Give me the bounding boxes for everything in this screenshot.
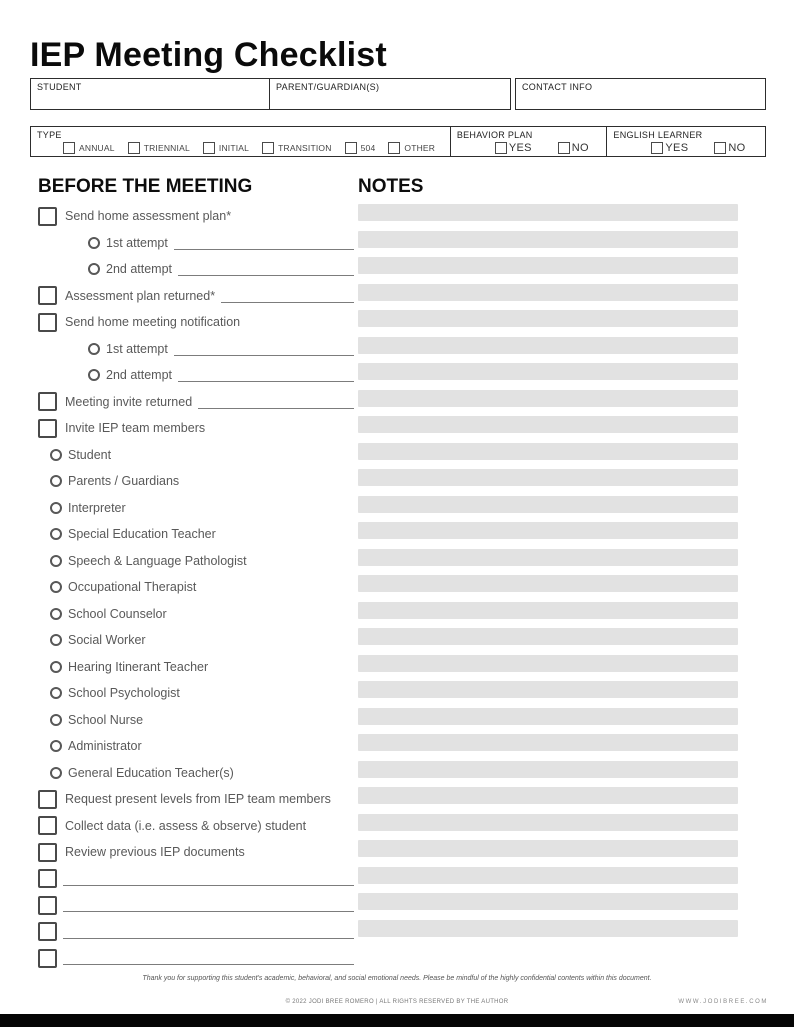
- checkbox[interactable]: [38, 790, 57, 809]
- behavior-plan-options: [457, 142, 601, 154]
- note-line[interactable]: [358, 363, 738, 380]
- type-option: [63, 142, 115, 154]
- checklist-item-label: Hearing Itinerant Teacher: [68, 659, 209, 674]
- type-option-checkbox[interactable]: [203, 142, 215, 154]
- note-line[interactable]: [358, 257, 738, 274]
- checklist-row: [38, 336, 356, 363]
- checkbox[interactable]: [38, 207, 57, 226]
- note-line[interactable]: [358, 522, 738, 539]
- type-option-checkbox[interactable]: [63, 142, 75, 154]
- behavior-plan-label: BEHAVIOR PLAN: [456, 130, 533, 140]
- circle-bullet[interactable]: [50, 581, 62, 593]
- english-learner-yes-option: [651, 142, 688, 154]
- checklist-item-label: Occupational Therapist: [68, 580, 197, 595]
- english-learner-no-option: [714, 142, 745, 154]
- notes-heading: NOTES: [358, 176, 424, 197]
- checklist-item-label: Special Education Teacher: [68, 527, 216, 542]
- checklist-item-label: Invite IEP team members: [65, 421, 206, 436]
- circle-bullet[interactable]: [88, 343, 100, 355]
- checklist-row: [38, 230, 356, 257]
- type-option-label: ANNUAL: [79, 143, 115, 153]
- page-title: IEP Meeting Checklist: [30, 36, 387, 74]
- note-line[interactable]: [358, 893, 738, 910]
- checklist-row: [38, 389, 356, 416]
- circle-bullet[interactable]: [50, 502, 62, 514]
- checklist-item-label: 1st attempt: [106, 235, 168, 250]
- type-option-checkbox[interactable]: [345, 142, 357, 154]
- checklist-item-label: 1st attempt: [106, 341, 168, 356]
- circle-bullet[interactable]: [50, 555, 62, 567]
- note-line[interactable]: [358, 231, 738, 248]
- checklist-item-label: Meeting invite returned: [65, 394, 193, 409]
- note-line[interactable]: [358, 787, 738, 804]
- note-line[interactable]: [358, 920, 738, 937]
- type-option: [262, 142, 331, 154]
- type-option: [203, 142, 249, 154]
- checklist-row: [38, 839, 356, 866]
- note-line[interactable]: [358, 284, 738, 301]
- checklist-row: [38, 945, 356, 972]
- fill-in-line[interactable]: [174, 342, 354, 356]
- behavior-plan-no-checkbox[interactable]: [558, 142, 570, 154]
- checklist-row: [38, 574, 356, 601]
- behavior-plan-yes-checkbox[interactable]: [495, 142, 507, 154]
- checklist-row: [38, 362, 356, 389]
- checklist-item-label: Send home assessment plan*: [65, 209, 232, 224]
- checklist-row: [38, 442, 356, 469]
- checklist-item-label: Parents / Guardians: [68, 474, 180, 489]
- note-line[interactable]: [358, 814, 738, 831]
- english-learner-yes-checkbox[interactable]: [651, 142, 663, 154]
- circle-bullet[interactable]: [50, 528, 62, 540]
- footer-copyright: © 2022 JODI BREE ROMERO | ALL RIGHTS RESERVED BY THE AUTHOR: [285, 999, 509, 1005]
- note-line[interactable]: [358, 575, 738, 592]
- type-option-checkbox[interactable]: [388, 142, 400, 154]
- fill-in-line[interactable]: [63, 898, 354, 912]
- checklist-item-label: Speech & Language Pathologist: [68, 553, 247, 568]
- behavior-plan-yes-label: YES: [508, 142, 532, 154]
- type-option-label: OTHER: [404, 143, 436, 153]
- checklist-row: [38, 786, 356, 813]
- note-line[interactable]: [358, 443, 738, 460]
- circle-bullet[interactable]: [50, 608, 62, 620]
- note-line[interactable]: [358, 469, 738, 486]
- circle-bullet[interactable]: [88, 369, 100, 381]
- checklist-item-label: 2nd attempt: [106, 262, 173, 277]
- circle-bullet[interactable]: [50, 714, 62, 726]
- checkbox[interactable]: [38, 313, 57, 332]
- checkbox[interactable]: [38, 843, 57, 862]
- circle-bullet[interactable]: [50, 687, 62, 699]
- checklist-row: [38, 256, 356, 283]
- fill-in-line[interactable]: [221, 289, 354, 303]
- type-cell: [31, 127, 450, 156]
- fill-in-line[interactable]: [174, 236, 354, 250]
- student-field-label: STUDENT: [37, 82, 82, 92]
- english-learner-yes-label: YES: [665, 142, 689, 154]
- circle-bullet[interactable]: [50, 767, 62, 779]
- checklist-item-label: Assessment plan returned*: [65, 288, 216, 303]
- type-options: [37, 142, 444, 154]
- behavior-plan-no-option: [558, 142, 589, 154]
- note-line[interactable]: [358, 840, 738, 857]
- meeting-type-row: [30, 126, 766, 157]
- parent-guardian-field-label: PARENT/GUARDIAN(S): [276, 82, 380, 92]
- checklist-row: [38, 468, 356, 495]
- checkbox[interactable]: [38, 896, 57, 915]
- checklist-row: [38, 415, 356, 442]
- footer-thank-you-text: Thank you for supporting this student's academic, behavioral, and social emotional needs. Please be mindful of the highly confidential contents within this document.: [142, 975, 652, 982]
- checklist-item-label: Send home meeting notification: [65, 315, 241, 330]
- note-line[interactable]: [358, 496, 738, 513]
- checklist-row: [38, 283, 356, 310]
- english-learner-label: ENGLISH LEARNER: [613, 130, 703, 140]
- type-label: TYPE: [37, 130, 62, 140]
- type-option: [128, 142, 190, 154]
- checkbox[interactable]: [38, 392, 57, 411]
- checklist-row: [38, 866, 356, 893]
- checkbox[interactable]: [38, 949, 57, 968]
- note-line[interactable]: [358, 734, 738, 751]
- checklist-item-label: Collect data (i.e. assess & observe) student: [65, 818, 307, 833]
- fill-in-line[interactable]: [63, 951, 354, 965]
- note-line[interactable]: [358, 337, 738, 354]
- checklist-item-label: School Psychologist: [68, 686, 180, 701]
- note-line[interactable]: [358, 761, 738, 778]
- parent-guardian-field[interactable]: [269, 78, 511, 110]
- checklist-row: [38, 707, 356, 734]
- checklist-row: [38, 892, 356, 919]
- circle-bullet[interactable]: [50, 634, 62, 646]
- note-line[interactable]: [358, 628, 738, 645]
- type-option-label: TRANSITION: [278, 143, 332, 153]
- checkbox[interactable]: [38, 869, 57, 888]
- type-option-label: TRIENNIAL: [143, 143, 190, 153]
- checklist-row: [38, 548, 356, 575]
- fill-in-line[interactable]: [63, 872, 354, 886]
- fill-in-line[interactable]: [178, 262, 354, 276]
- checklist-row: [38, 919, 356, 946]
- bottom-black-bar: [0, 1014, 794, 1027]
- circle-bullet[interactable]: [50, 740, 62, 752]
- fill-in-line[interactable]: [63, 925, 354, 939]
- type-option: [388, 142, 435, 154]
- checklist-row: [38, 760, 356, 787]
- checklist-row: [38, 601, 356, 628]
- student-info-row: [30, 78, 766, 110]
- note-line[interactable]: [358, 681, 738, 698]
- checklist-row: [38, 203, 356, 230]
- checkbox[interactable]: [38, 922, 57, 941]
- checklist-row: [38, 521, 356, 548]
- type-option-checkbox[interactable]: [128, 142, 140, 154]
- english-learner-no-label: NO: [728, 142, 746, 154]
- checklist-item-label: School Counselor: [68, 606, 167, 621]
- circle-bullet[interactable]: [50, 449, 62, 461]
- checklist-item-label: Student: [68, 447, 112, 462]
- note-line[interactable]: [358, 708, 738, 725]
- fill-in-line[interactable]: [178, 368, 354, 382]
- footer-website: WWW.JODIBREE.COM: [678, 999, 768, 1005]
- behavior-plan-no-label: NO: [571, 142, 589, 154]
- type-option-label: INITIAL: [218, 143, 250, 153]
- notes-lines: [358, 204, 738, 946]
- contact-info-field[interactable]: [515, 78, 766, 110]
- fill-in-line[interactable]: [198, 395, 354, 409]
- checklist-item-label: Review previous IEP documents: [65, 845, 245, 860]
- student-field[interactable]: [30, 78, 270, 110]
- note-line[interactable]: [358, 416, 738, 433]
- note-line[interactable]: [358, 549, 738, 566]
- checklist-item-label: Social Worker: [68, 633, 146, 648]
- checkbox[interactable]: [38, 816, 57, 835]
- checklist-item-label: Interpreter: [68, 500, 126, 515]
- type-option-label: 504: [360, 143, 376, 153]
- checklist-item-label: General Education Teacher(s): [68, 765, 234, 780]
- circle-bullet[interactable]: [50, 661, 62, 673]
- english-learner-cell: [606, 127, 765, 156]
- checklist-row: [38, 654, 356, 681]
- note-line[interactable]: [358, 602, 738, 619]
- type-option-checkbox[interactable]: [262, 142, 274, 154]
- note-line[interactable]: [358, 390, 738, 407]
- behavior-plan-yes-option: [495, 142, 532, 154]
- note-line[interactable]: [358, 310, 738, 327]
- before-meeting-heading: BEFORE THE MEETING: [38, 176, 253, 197]
- checklist-item-label: 2nd attempt: [106, 368, 173, 383]
- checklist-item-label: Administrator: [68, 739, 142, 754]
- checkbox[interactable]: [38, 419, 57, 438]
- checklist-item-label: School Nurse: [68, 712, 144, 727]
- checkbox[interactable]: [38, 286, 57, 305]
- circle-bullet[interactable]: [50, 475, 62, 487]
- checklist-row: [38, 813, 356, 840]
- checklist-row: [38, 309, 356, 336]
- checklist-row: [38, 495, 356, 522]
- checklist-row: [38, 680, 356, 707]
- note-line[interactable]: [358, 655, 738, 672]
- checklist-row: [38, 733, 356, 760]
- note-line[interactable]: [358, 867, 738, 884]
- behavior-plan-cell: [450, 127, 607, 156]
- circle-bullet[interactable]: [88, 263, 100, 275]
- type-option: [345, 142, 376, 154]
- checklist-row: [38, 627, 356, 654]
- before-meeting-checklist: [38, 203, 356, 972]
- checklist-item-label: Request present levels from IEP team members: [65, 792, 331, 807]
- english-learner-options: [613, 142, 759, 154]
- contact-info-field-label: CONTACT INFO: [522, 82, 593, 92]
- english-learner-no-checkbox[interactable]: [714, 142, 726, 154]
- circle-bullet[interactable]: [88, 237, 100, 249]
- note-line[interactable]: [358, 204, 738, 221]
